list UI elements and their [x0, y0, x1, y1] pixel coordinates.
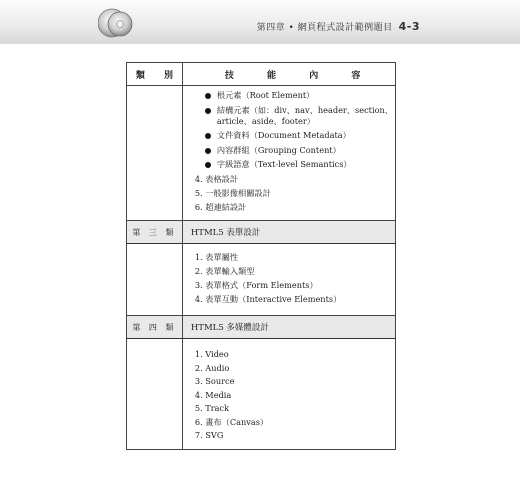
running-header: [257, 20, 420, 33]
list-item: 6. 畫布（Canvas）: [194, 416, 269, 427]
chapter-title: 第四章 • 網頁程式設計範例題目: [256, 23, 393, 33]
list-item: 3. Source: [194, 376, 235, 386]
continued-content-cell: [182, 86, 395, 221]
list-item: 3. 表單格式（Form Elements）: [194, 280, 318, 290]
list-item: 1. 表單屬性: [194, 252, 239, 262]
category-label: 第 三 類: [127, 221, 183, 244]
section-content-cell: [182, 339, 395, 450]
continued-content-row: [127, 86, 396, 221]
list-item: 根元素（Root Element）: [205, 90, 395, 101]
list-item: 4. 表格設計: [194, 174, 239, 184]
page-header-band: [0, 0, 520, 44]
list-item: 2. 表單輸入類型: [194, 266, 255, 276]
section-content-row: [127, 244, 396, 316]
header-content-char: 技: [224, 70, 234, 81]
header-content-char: 內: [309, 70, 319, 81]
list-item: 文件資料（Document Metadata）: [205, 130, 395, 141]
list-item: 內容群組（Grouping Content）: [205, 145, 395, 156]
section-content-cell: [182, 244, 395, 316]
bullet-icon: [205, 148, 211, 154]
disc-icon: [98, 5, 134, 41]
list-item: 結構元素（如：div、nav、header、section、article、aside、footer）: [205, 105, 395, 127]
empty-category-cell: [127, 244, 183, 316]
list-item: 5. Track: [194, 403, 230, 413]
category-label: 第 四 類: [127, 316, 183, 339]
numbered-list: [195, 174, 395, 213]
bullet-list: [195, 90, 395, 170]
header-content: [182, 63, 395, 86]
header-category: 類 別: [127, 63, 183, 86]
numbered-list: [195, 348, 395, 443]
header-content-char: 能: [267, 70, 277, 81]
list-item: 4. Media: [194, 389, 232, 400]
numbered-list: [195, 252, 395, 305]
section-header-row: [127, 221, 396, 244]
skills-table: [126, 62, 396, 450]
bullet-icon: [205, 108, 211, 114]
empty-category-cell: [127, 86, 183, 221]
empty-category-cell: [127, 339, 183, 450]
bullet-icon: [205, 162, 211, 168]
list-item: 4. 表單互動（Interactive Elements）: [194, 294, 342, 304]
section-title: HTML5 表單設計: [182, 221, 395, 244]
table-header-row: [127, 63, 396, 86]
list-item: 字級語意（Text-level Semantics）: [205, 159, 395, 170]
section-header-row: [127, 316, 396, 339]
bullet-icon: [205, 133, 211, 139]
list-item: 2. Audio: [194, 362, 230, 373]
page-number: 4-3: [398, 20, 420, 33]
list-item: 6. 超連結設計: [194, 202, 247, 212]
section-title: HTML5 多媒體設計: [182, 316, 395, 339]
section-content-row: [127, 339, 396, 450]
bullet-icon: [205, 93, 211, 99]
list-item: 1. Video: [194, 349, 229, 359]
header-content-char: 容: [351, 70, 361, 81]
list-item: 5. 一般影像相關設計: [194, 188, 271, 198]
list-item: 7. SVG: [194, 430, 224, 440]
